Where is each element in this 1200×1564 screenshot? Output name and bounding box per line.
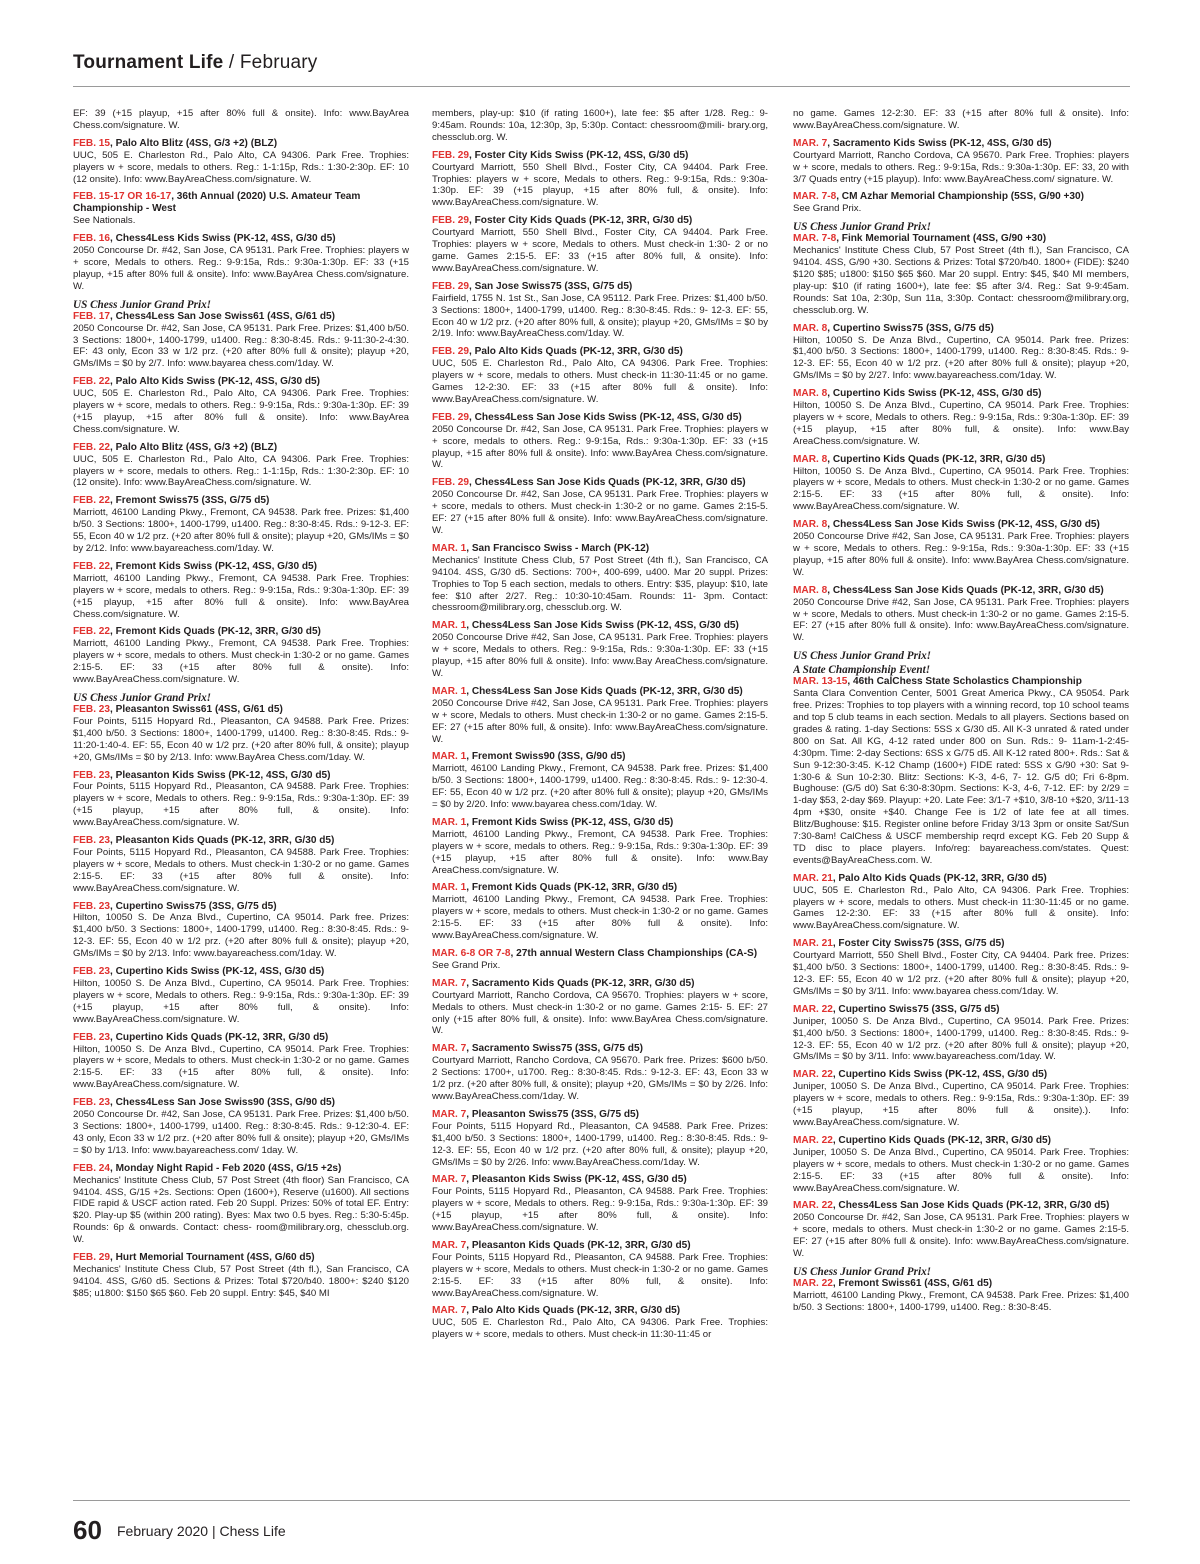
entry-heading: [793, 519, 1129, 531]
entry-date: FEB. 23: [73, 966, 111, 978]
entry-body: Santa Clara Convention Center, 5001 Great America Pkwy., CA 95054. Park free. Prizes: Trophies to top players with a winning record, top 10 school teams and top 5 club teams in each section. Medals to all players. Sections based on grades & rating. 1-day Sections: 5SS x G/30 d5. All K-3 unrated & rated under 800 on Sat. All KG, 4-12 rated under 800 on Sun. Rds.: 9- 11am-1-2:45-4:30pm. Time: 2-day Sections: 6SS x G/75 d5. All K-12 rated 800+. Rds.: Sat & Sun 9-12:30-3:45. K-12 Champ (1600+) FIDE rated: 5SS x G/90 +30: Sat 9-1:30-6 & Sun 10-2:30. Blitz: Sections: K-3, 4-6, 7- 12. G/5 d0; Fri 6-8pm. Bughouse: (G/5 d0) Sat 6:30-8:30pm. Sections: K-3, 4-6, 7-12. EF: by 2/29 = 1-day $53, 2-day $69. Playup: +20. Late Fee: 3/1-7 +$10, 3/8-10 +$20, 3/11-13 4pm +$30, onsite +$40. Change Fee is 1/2 of late fee at all times. Blitz/Bughouse: $15. Register online before Friday 3/13 3pm or onsite Sat/Sun 7:30-8am! CalChess & USCF membership reqrd except KG. Feb 20 Supp & TD disc to place players. Info/reg: bayareachess.com/states. Quest: events@BayAreaChess.com. W.: [793, 688, 1129, 866]
entry-title: , Fremont Kids Swiss (PK-12, 4SS, G/30 d5): [466, 816, 674, 828]
entry-body: 2050 Concourse Drive #42, San Jose, CA 95131. Park Free. Trophies: players w + score, Medals to others. Must check-in 1:30-2 or no game. Games 2:15-5. EF: 27 (+15 after 80% full & onsite). Info: www.BayAreaChess.com/signature. W.: [793, 596, 1129, 644]
tournament-entry: [793, 233, 1129, 316]
entry-title: , Cupertino Swiss75 (3SS, G/75 d5): [827, 322, 994, 334]
entry-body: Marriott, 46100 Landing Pkwy., Fremont, CA 94538. Park Free. Trophies: players w + score, medals to others. Reg.: 9-9:15a, Rds.: 9:30a-1:30p. EF: 39 (+15 playup, +15 after 80% full & onsite). Info: www.Bay AreaChess.com/signature. W.: [432, 828, 768, 876]
tournament-entry: [432, 686, 768, 746]
entry-title: , Cupertino Kids Swiss (PK-12, 4SS, G/30 d5): [832, 1069, 1048, 1081]
tournament-entry: [73, 966, 409, 1026]
entry-title: , Foster City Swiss75 (3SS, G/75 d5): [832, 938, 1005, 950]
entry-date: MAR. 8: [793, 322, 828, 334]
entry-date: MAR. 8: [793, 388, 828, 400]
tournament-entry: [432, 978, 768, 1038]
entry-date: MAR. 7: [432, 1043, 467, 1055]
entry-body: Four Points, 5115 Hopyard Rd., Pleasanton, CA 94588. Park Free. Trophies: players w + score, Medals to others. Must check-in 1:30-2 or no game. Games 2:15-5. EF: 33 (+15 after 80% full & onsite). Info: www.BayAreaChess.com/signature. W.: [73, 846, 409, 894]
entry-title: , Fremont Swiss75 (3SS, G/75 d5): [110, 495, 270, 507]
entry-body: Juniper, 10050 S. De Anza Blvd., Cupertino, CA 95014. Park Free. Trophies: players w + score, medals to others. Reg.: 9-9:15a, Rds.: 9:30a-1:30p. EF: 39 (+15 playup, +15 after 80% full & onsite).). Info: www.BayAreaChess.com/signature. W.: [793, 1081, 1129, 1128]
entry-heading: [73, 376, 409, 388]
entry-title: , Pleasanton Kids Quads (PK-12, 3RR, G/30 d5): [466, 1239, 691, 1251]
entry-date: MAR. 8: [793, 453, 828, 465]
tournament-entry: [793, 1069, 1129, 1129]
tournament-entry: [793, 1200, 1129, 1260]
entry-body: Hilton, 10050 S. De Anza Blvd., Cupertino, CA 95014. Park Free. Trophies: players w + score, Medals to others. Must check-in 1:30-2 or no game. Games 2:15-5. EF: 33 (+15 after 80% full, & onsite). Info: www.BayAreaChess.com/signature. W.: [793, 465, 1129, 513]
tournament-entry: [793, 519, 1129, 579]
entry-title: , Chess4Less San Jose Kids Swiss (PK-12, 4SS, G/30 d5): [827, 519, 1100, 531]
entry-body: See Grand Prix.: [793, 203, 862, 215]
entry-date: MAR. 7-8: [793, 191, 837, 203]
entry-body: UUC, 505 E. Charleston Rd., Palo Alto, CA 94306. Park Free. Trophies: players w + score, medals to others. Must check-in 11:30-11:45 or: [432, 1317, 768, 1341]
page-footer: [73, 1500, 1130, 1561]
entry-title: , Sacramento Kids Quads (PK-12, 3RR, G/30 d5): [466, 977, 695, 989]
entry-title: , Pleasanton Kids Swiss (PK-12, 4SS, G/30 d5): [466, 1174, 687, 1186]
entry-date: FEB. 22: [73, 560, 111, 572]
entry-body: 2050 Concourse Dr. #42, San Jose, CA 95131. Park Free. Trophies: players w + score, medals to others. Reg.: 9-9:15a, Rds.: 9:30a-1:30p. EF: 33 (+15 playup, +15 after 80% full & onsite). Info: www.BayArea Chess.com/signature. W.: [432, 423, 768, 471]
entry-heading: [432, 346, 768, 358]
tournament-entry: [73, 1163, 409, 1246]
entry-date: FEB. 23: [73, 1031, 111, 1043]
entry-date: FEB. 22: [73, 441, 111, 453]
entry-date: MAR. 7: [432, 1305, 467, 1317]
entry-title: , Monday Night Rapid - Feb 2020 (4SS, G/15 +2s): [110, 1162, 342, 1174]
tournament-entry: [73, 495, 409, 555]
entry-body: EF: 39 (+15 playup, +15 after 80% full & onsite). Info: www.BayArea Chess.com/signature. W.: [73, 108, 409, 131]
entry-body: 2050 Concourse Drive #42, San Jose, CA 95131. Park Free. Trophies: players w + score, Medals to others. Must check-in 1:30-2 or no game. Games 2:15-5. EF: 27 (+15 after 80% full, & onsite). Info: www.BayAreaChess.com/signature. W.: [432, 697, 768, 745]
entry-title: , Chess4Less San Jose Kids Swiss (PK-12, 4SS, G/30 d5): [469, 411, 742, 423]
entry-heading: [73, 835, 409, 847]
entry-body: Marriott, 46100 Landing Pkwy., Fremont, CA 94538. Park Free. Prizes: $1,400 b/50. 3 Sections: 1800+, 1400-1799, u1400. Reg.: 8:30-8:45.: [793, 1289, 1129, 1313]
entry-date: MAR. 22: [793, 1200, 833, 1212]
tournament-entry: [793, 585, 1129, 645]
tournament-entry: [793, 388, 1129, 448]
entry-date: MAR. 7-8: [793, 233, 837, 245]
tournament-entry: [73, 770, 409, 830]
entry-title: , Palo Alto Kids Quads (PK-12, 3RR, G/30 d5): [469, 346, 683, 358]
entry-heading: [73, 1163, 409, 1175]
entry-title: , Chess4Less Kids Swiss (PK-12, 4SS, G/30 d5): [110, 233, 336, 245]
entry-body: Mechanics' Institute Chess Club, 57 Post Street (4th fl.), San Francisco, CA 94104. 4SS, G/30 d5. Sections: 700+, 400-699, u400. Mar 20 suppl. Prizes: Trophies to Top 5 each section, medals to others. Entry: $35, playup: $10, late fee: $10 after 2/27. Reg.: 10:30-10:45am. Rounds: 11- 3pm. Contact: chessroom@milibrary.org, chessclub.org. W.: [432, 554, 768, 614]
entry-heading: [432, 817, 768, 829]
tournament-entry: [73, 1032, 409, 1092]
entry-heading: [73, 233, 409, 245]
entry-heading: [73, 770, 409, 782]
entry-title: , Palo Alto Blitz (4SS, G/3 +2) (BLZ): [110, 441, 278, 453]
entry-title: , Pleasanton Swiss61 (4SS, G/61 d5): [110, 703, 283, 715]
entry-body: Marriott, 46100 Landing Pkwy., Fremont, CA 94538. Park free. Prizes: $1,400 b/50. 3 Sections: 1800+, 1400-1799, u1400. Reg.: 8:30-8:45. Rds.: 9-12-3. EF: 55, Econ 40 w 1/2 prz. (+20 after 80% full & onsite); playup +20, GMs/IMs = $0 by 2/12. Info: www.bayareachess.com/1day. W.: [73, 507, 409, 554]
tournament-entry: [793, 108, 1129, 132]
grand-prix-label: US Chess Junior Grand Prix!: [793, 221, 932, 234]
entry-heading: [793, 938, 1129, 950]
entry-title: , Chess4Less San Jose Swiss90 (3SS, G/90 d5): [110, 1097, 336, 1109]
tournament-entry: [432, 948, 768, 972]
entry-heading: [432, 543, 768, 555]
entry-title: , Cupertino Kids Quads (PK-12, 3RR, G/30 d5): [110, 1031, 329, 1043]
tournament-entry: [73, 376, 409, 436]
tournament-entry: [793, 454, 1129, 514]
entry-heading: [793, 1069, 1129, 1081]
entry-date: FEB. 29: [432, 477, 470, 489]
entry-title: , Palo Alto Kids Quads (PK-12, 3RR, G/30 d5): [832, 872, 1047, 884]
entry-body: Marriott, 46100 Landing Pkwy., Fremont, CA 94538. Park free. Prizes: $1,400 b/50. 3 Sections: 1800+, 1400-1799, u1400. Reg.: 8:30-8:45. Rds.: 9- 12:30-4. EF: 55, Econ 40 w 1/2 prz. (+20 after 80% full & onsite); playup +20, GMs/IMs = $0 by 2/20. Info: www.bayarea chess.com/1day. W.: [432, 763, 768, 811]
tournament-entry: [73, 233, 409, 293]
tournament-entry: [432, 215, 768, 275]
entry-date: MAR. 1: [432, 685, 467, 697]
column-1: [73, 108, 409, 1498]
entry-date: MAR. 1: [432, 816, 467, 828]
entry-body: Marriott, 46100 Landing Pkwy., Fremont, CA 94538. Park Free. Trophies: players w + score, medals to others. Must check-in 1:30-2 or no game. Games 2:15-5. EF: 33 (+15 after 80% full & onsite). Info: www.BayAreaChess.com/signature. W.: [73, 638, 409, 686]
entry-body: Four Points, 5115 Hopyard Rd., Pleasanton, CA 94588. Park Free. Trophies: players w + score, Medals to others. Reg.: 9-9:15a, Rds.: 9:30a-1:30p. EF: 39 (+15 playup, +15 after 80% full, & onsite). Info: www.BayAreaChess.com/signature. W.: [432, 1186, 768, 1234]
entry-title: , 36th Annual (2020) U.S. Amateur Team Championship - West: [73, 191, 361, 215]
entry-date: MAR. 1: [432, 751, 467, 763]
entry-title: , Fremont Kids Quads (PK-12, 3RR, G/30 d5): [110, 626, 321, 638]
entry-date: FEB. 16: [73, 233, 111, 245]
tournament-entry: [432, 1109, 768, 1169]
entry-title: , Chess4Less San Jose Swiss61 (4SS, G/61 d5): [110, 310, 336, 322]
entry-date: FEB. 22: [73, 376, 111, 388]
entry-date: MAR. 6-8 OR 7-8: [432, 948, 511, 959]
section-title-bold: Tournament Life: [73, 52, 224, 73]
entry-body: Courtyard Marriott, 550 Shell Blvd., Foster City, CA 94404. Park Free. Trophies: players w + score, Medals to others. Must check-in 1:30- 2 or no game. Games 2:15-5. EF: 33 (+15 after 80% full, & onsite). Info: www.BayAreaChess.com/signature. W.: [432, 227, 768, 274]
entry-body: 2050 Concourse Drive #42, San Jose, CA 95131. Park Free. Trophies: players w + score, Medals to others. Reg.: 9-9:15a, Rds.: 9:30a-1:30p. EF: 33 (+15 playup, +15 after 80% full & onsite). Info: www.BayArea Chess.com/signature. W.: [793, 531, 1129, 578]
entry-body: Courtyard Marriott, Rancho Cordova, CA 95670. Trophies: players w + score, Medals to others. Must check-in 1:30-2 or no game. Games 2:15- 5. EF: 27 only (+15 after 80% full, & onsite). Info: www.BayArea Chess.com/signature. W.: [432, 989, 768, 1037]
entry-heading: [432, 948, 768, 960]
entry-title: , Fink Memorial Tournament (4SS, G/90 +30): [836, 233, 1047, 245]
entry-heading: [432, 620, 768, 632]
entry-date: FEB. 22: [73, 626, 111, 638]
tournament-entry: [73, 901, 409, 961]
entry-title: , San Francisco Swiss - March (PK-12): [466, 542, 650, 554]
entry-title: , 27th annual Western Class Championships (CA-S): [510, 948, 758, 959]
tournament-entry: [73, 311, 409, 371]
entry-date: MAR. 1: [432, 620, 467, 632]
tournament-entry: [432, 1240, 768, 1300]
entry-body: Courtyard Marriott, Rancho Cordova, CA 95670. Park Free. Trophies: players w + score, medals to others. Reg.: 9-9:15a, Rds.: 9:30a-1:30p. EF: 33, 20 with 3/7 Quads entry (+15 playup). Info: www.BayAreaChess.com/ signature. W.: [793, 149, 1129, 185]
tournament-entry: [793, 1004, 1129, 1064]
entry-heading: [432, 882, 768, 894]
tournament-entry: [793, 873, 1129, 933]
grand-prix-label: US Chess Junior Grand Prix!: [793, 650, 932, 663]
entry-date: FEB. 23: [73, 703, 111, 715]
entry-date: MAR. 1: [432, 882, 467, 894]
entry-date: MAR. 7: [432, 1174, 467, 1186]
entry-heading: [793, 873, 1129, 885]
entry-heading: [432, 1305, 768, 1317]
entry-heading: [432, 978, 768, 990]
entry-body: Courtyard Marriott, 550 Shell Blvd., Foster City, CA 94404. Park free. Prizes: $1,400 b/50. 3 Sections: 1800+, 1400-1799, u1400. Reg.: 8:30-8:45. Rds.: 9-12-3. EF: 55, Econ 40 w 1/2 prz. (+20 after 80% full & onsite); playup +20, GMs/IMs = $0 by 3/11. Info: www.bayarea chess.com/1day. W.: [793, 950, 1129, 997]
tournament-entry: [793, 938, 1129, 998]
entry-heading: [73, 1252, 409, 1264]
entry-date: MAR. 22: [793, 1277, 833, 1289]
tournament-entry: [432, 150, 768, 210]
entry-date: MAR. 7: [432, 1239, 467, 1251]
tournament-entry: [73, 191, 409, 227]
entry-heading: [73, 966, 409, 978]
entry-title: , Palo Alto Kids Quads (PK-12, 3RR, G/30 d5): [466, 1305, 681, 1317]
entry-body: members, play-up: $10 (if rating 1600+), late fee: $5 after 1/28. Reg.: 9- 9:45am. Rounds: 10a, 12:30p, 3p, 5:30p. Contact: chessroom@mili- brary.org, chessclub.org. W.: [432, 108, 768, 143]
entry-heading: [793, 323, 1129, 335]
entry-title: , Fremont Swiss90 (3SS, G/90 d5): [466, 751, 626, 763]
entry-body: UUC, 505 E. Charleston Rd., Palo Alto, CA 94306. Park Free. Trophies: players w + score, medals to others. Reg.: 1-1:15p, Rds.: 1:30-2:30p. EF: 10 (12 onsite). Info: www.BayAreaChess.com/signature. W.: [73, 149, 409, 185]
entry-title: , San Jose Swiss75 (3SS, G/75 d5): [469, 280, 633, 292]
entry-heading: [432, 686, 768, 698]
entry-title: , Chess4Less San Jose Kids Quads (PK-12, 3RR, G/30 d5): [832, 1200, 1110, 1212]
tournament-entry: [432, 108, 768, 144]
entry-heading: [793, 191, 1129, 203]
tournament-entry: [73, 108, 409, 132]
entry-date: FEB. 29: [73, 1252, 111, 1264]
entry-title: , Pleasanton Kids Quads (PK-12, 3RR, G/30 d5): [110, 835, 335, 847]
entry-date: FEB. 23: [73, 769, 111, 781]
entry-date: FEB. 15-17 OR 16-17: [73, 191, 172, 203]
entry-heading: [73, 138, 409, 150]
tournament-entry: [432, 817, 768, 877]
tournament-entry: [432, 1043, 768, 1103]
entry-body: Hilton, 10050 S. De Anza Blvd., Cupertino, CA 95014. Park free. Prizes: $1,400 b/50. 3 Sections: 1800+, 1400-1799, u1400. Reg.: 8:30-8:45. Rds.: 9-12-3. EF: 55, Econ 40 w 1/2 prz. (+20 after 80% full & onsite); playup +20, GMs/IMs = $0 by 2/27. Info: www.bayareachess.com/1day. W.: [793, 334, 1129, 382]
entry-body: UUC, 505 E. Charleston Rd., Palo Alto, CA 94306. Park Free. Trophies: players w + score, medals to others. Must check-in 11:30-11:45 or no game. Games 12-2:30. EF: 33 (+15 after 80% full & onsite). Info: www.BayAreaChess.com/signature. W.: [793, 884, 1129, 932]
entry-heading: [793, 1200, 1129, 1212]
issue-label: February 2020 | Chess Life: [117, 1523, 286, 1539]
entry-body: Four Points, 5115 Hopyard Rd., Pleasanton, CA 94588. Park Free. Prizes: $1,400 b/50. 3 Sections: 1800+, 1400-1799, u1400. Reg.: 8:30-8:45. Rds.: 9-11:20-1:40-4. EF: 55, Econ 40 w 1/2 prz. (+20 after 80% full, & onsite); playup +20, GMs/IMs = $0 by 2/13. Info: www.BayArea Chess.com/1day. W.: [73, 715, 409, 763]
entry-body: 2050 Concourse Drive #42, San Jose, CA 95131. Park Free. Trophies: players w + score, Medals to others. Reg.: 9-9:15a, Rds.: 9:30a-1:30p. EF: 33 (+15 playup, +15 after 80% full & onsite). Info: www.Bay AreaChess.com/signature. W.: [432, 632, 768, 679]
entry-heading: [432, 1043, 768, 1055]
tournament-entry: [793, 676, 1129, 867]
entry-heading: [73, 191, 409, 215]
entry-heading: [432, 751, 768, 763]
entry-body: Hilton, 10050 S. De Anza Blvd., Cupertino, CA 95014. Park Free. Trophies: players w + score, Medals to others. Reg.: 9-9:15a, Rds.: 9:30a-1:30p. EF: 39 (+15 playup, +15 after 80% full, & onsite). Info: www.BayAreaChess.com/signature. W.: [73, 978, 409, 1025]
entry-body: 2050 Concourse Dr. #42, San Jose, CA 95131. Park Free. Trophies: players w + score, medals to others. Must check-in 1:30-2 or no game. Games 2:15-5. EF: 27 (+15 after 80% full & onsite). Info: www.BayAreaChess.com/signature. W.: [432, 489, 768, 536]
entry-date: MAR. 8: [793, 584, 828, 596]
entry-date: MAR. 22: [793, 1069, 833, 1081]
tournament-entry: [73, 626, 409, 686]
entry-heading: [793, 388, 1129, 400]
entry-title: , Fremont Kids Quads (PK-12, 3RR, G/30 d5): [466, 882, 678, 894]
entry-body: Hilton, 10050 S. De Anza Blvd., Cupertino, CA 95014. Park Free. Trophies: players w + score, Medals to others. Must check-in 1:30-2 or no game. Games 2:15-5. EF: 33 (+15 after 80% full, & onsite). Info: www.BayAreaChess.com/signature. W.: [73, 1043, 409, 1091]
entry-body: Courtyard Marriott, Rancho Cordova, CA 95670. Park free. Prizes: $600 b/50. 2 Sections: 1700+, u1700. Reg.: 8:30-8:45. Rds.: 9-12-3. EF: 43, Econ 33 w 1/2 prz. (+20 after 80% full, & onsite); playup +20, GMs/IMs = $0 by 2/26. Info: www.BayAreaChess.com/1day. W.: [432, 1055, 768, 1102]
entry-title: , Cupertino Kids Swiss (PK-12, 4SS, G/30 d5): [827, 388, 1042, 400]
entry-heading: [432, 1109, 768, 1121]
entry-date: FEB. 29: [432, 215, 470, 227]
page-header: [73, 52, 1130, 87]
entry-title: , Cupertino Kids Quads (PK-12, 3RR, G/30 d5): [827, 453, 1046, 465]
entry-date: FEB. 23: [73, 1097, 111, 1109]
entry-title: , Cupertino Kids Swiss (PK-12, 4SS, G/30 d5): [110, 966, 325, 978]
entry-date: FEB. 29: [432, 346, 470, 358]
entry-body: Mechanics' Institute Chess Club, 57 Post Street (4th floor) San Francisco, CA 94104. 4SS, G/15 +2s. Sections: Open (1600+), Reserve (u1600). All sections FIDE rapid & USCF action rated. Feb 20 Suppl. Prizes: 50% of total EF. Entry: $20. Play-up $5 (within 200 rating). Byes: Max two 0.5 byes. Reg.: 5:30-5:45p. Rounds: 6p & onwards. Contact: chess- room@milibrary.org, chessclub.org. W.: [73, 1174, 409, 1246]
entry-heading: [432, 1240, 768, 1252]
tournament-entry: [73, 138, 409, 186]
entry-title: , Cupertino Swiss75 (3SS, G/75 d5): [832, 1003, 1000, 1015]
entry-heading: [793, 676, 1129, 688]
entry-title: , Chess4Less San Jose Kids Quads (PK-12, 3RR, G/30 d5): [466, 685, 743, 697]
entry-title: , CM Azhar Memorial Championship (5SS, G/90 +30): [836, 191, 1085, 203]
entry-date: MAR. 13-15: [793, 676, 848, 688]
tournament-entry: [793, 138, 1129, 186]
entry-body: Four Points, 5115 Hopyard Rd., Pleasanton, CA 94588. Park Free. Prizes: $1,400 b/50. 3 Sections: 1800+, 1400-1799, u1400. Reg.: 8:30-8:45. Rds.: 9-12-3. EF: 55, Econ 40 w 1/2 prz. (+20 after 80% full, & onsite); playup +20, GMs/IMs = $0 by 2/26. Info: www.BayAreaChess.com/1day. W.: [432, 1120, 768, 1168]
entry-date: MAR. 22: [793, 1003, 833, 1015]
grand-prix-label: US Chess Junior Grand Prix!: [73, 298, 212, 311]
entry-heading: [73, 1097, 409, 1109]
entry-date: MAR. 21: [793, 938, 833, 950]
entry-date: MAR. 7: [793, 137, 828, 149]
entry-body: Hilton, 10050 S. De Anza Blvd., Cupertino, CA 95014. Park Free. Trophies: players w + score, Medals to others. Reg.: 9-9:15a, Rds.: 9:30a-1:30p. EF: 39 (+15 playup, +15 after 80% full, & onsite). Info: www.Bay AreaChess.com/signature. W.: [793, 400, 1129, 447]
entry-title: , 46th CalChess State Scholastics Championship: [847, 676, 1082, 688]
section-separator: /: [223, 52, 240, 73]
entry-body: Fairfield, 1755 N. 1st St., San Jose, CA 95112. Park Free. Prizes: $1,400 b/50. 3 Sections: 1800+, 1400-1799, u1400. Reg.: 8:30-8:45. Rds.: 9- 12-3. EF: 55, Econ 40 w 1/2 prz. (+20 after 80% full, & onsite); playup +20, GMs/IMs = $0 by 2/19. Info: www.BayAreaChess.com/1day. W.: [432, 292, 768, 340]
entry-title: , Hurt Memorial Tournament (4SS, G/60 d5): [110, 1252, 315, 1264]
entry-heading: [793, 138, 1129, 150]
entry-heading: [793, 1004, 1129, 1016]
entry-title: , Foster City Kids Quads (PK-12, 3RR, G/30 d5): [469, 215, 693, 227]
entry-heading: [793, 1135, 1129, 1147]
entry-heading: [432, 477, 768, 489]
entry-title: , Fremont Swiss61 (4SS, G/61 d5): [832, 1277, 993, 1289]
section-title: [73, 52, 1130, 74]
entry-heading: [73, 311, 409, 323]
entry-heading: [73, 495, 409, 507]
entry-heading: [793, 233, 1129, 245]
tournament-entry: [432, 620, 768, 680]
entry-title: , Sacramento Kids Swiss (PK-12, 4SS, G/30 d5): [827, 137, 1052, 149]
tournament-entry: [73, 835, 409, 895]
section-month: February: [239, 52, 318, 73]
entry-body: 2050 Concourse Dr. #42, San Jose, CA 95131. Park Free. Prizes: $1,400 b/50. 3 Sections: 1800+, 1400-1799, u1400. Reg.: 8:30-8:45. Rds.: 9-11:30-2-4:30. EF: 43 only, Econ 33 w 1/2 prz. (+20 after 80% full & onsite); playup +20, GMs/IMs = $0 by 2/7. Info: www.bayarea chess.com/1day. W.: [73, 322, 409, 370]
entry-heading: [432, 1174, 768, 1186]
entry-date: FEB. 29: [432, 280, 470, 292]
tournament-entry: [432, 751, 768, 811]
entry-title: , Cupertino Swiss75 (3SS, G/75 d5): [110, 900, 277, 912]
entry-body: UUC, 505 E. Charleston Rd., Palo Alto, CA 94306. Park Free. Trophies: players w + score, medals to others. Reg.: 1-1:15p, Rds.: 1:30-2:30p. EF: 10 (12 onsite). Info: www.BayAreaChess.com/signature. W.: [73, 453, 409, 489]
grand-prix-label: US Chess Junior Grand Prix!: [73, 691, 212, 704]
entry-body: Juniper, 10050 S. De Anza Blvd., Cupertino, CA 95014. Park Free. Prizes: $1,400 b/50. 3 Sections: 1800+, 1400-1799, u1400. Reg.: 8:30-8:45. Rds.: 9-12-3. EF: 55, Econ 40 w 1/2 prz. (+20 after 80% full & onsite); playup +20, GMs/IMs = $0 by 3/11. Info: www.bayareachess.com/1day. W.: [793, 1015, 1129, 1063]
entry-title: , Pleasanton Kids Swiss (PK-12, 4SS, G/30 d5): [110, 769, 331, 781]
grand-prix-label: US Chess Junior Grand Prix!: [793, 1265, 932, 1278]
entry-heading: [73, 626, 409, 638]
entry-title: , Palo Alto Blitz (4SS, G/3 +2) (BLZ): [110, 137, 278, 149]
entry-body: Juniper, 10050 S. De Anza Blvd., Cupertino, CA 95014. Park Free. Trophies: players w + score, medals to others. Must check-in 1:30-2 or no game. Games 2:15-5. EF: 33 (+15 after 80% full & onsite). Info: www.BayAreaChess.com/signature. W.: [793, 1146, 1129, 1194]
column-2: [432, 108, 768, 1498]
entry-body: Mechanics' Institute Chess Club, 57 Post Street (4th fl.), San Francisco, CA 94104. 4SS, G/60 d5. Sections & Prizes: Total $720/b40. 1800+: $240 $120 $85; u1800: $150 $65 $60. Feb 20 suppl. Entry: $45, $40 MI: [73, 1263, 409, 1299]
entry-date: FEB. 23: [73, 900, 111, 912]
entry-date: FEB. 29: [432, 411, 470, 423]
entry-date: MAR. 7: [432, 977, 467, 989]
entry-body: Mechanics' Institute Chess Club, 57 Post Street (4th fl.), San Francisco, CA 94104. 4SS, G/90 +30. Sections & Prizes: Total $720/b40. 1800+ (FIDE): $240 $120 $85; u1800: $150 $65 $60. Mar 20 suppl. Entry: $45, $40 MI members, play-up: $10 (if rating 1600+), late fee: $5 after 3/4. Reg.: Sat 9-9:45am. Rounds: Sat 10a, 2:30p, Sun 11a, 3:30p. Contact: chessroom@milibrary.org, chessclub.org. W.: [793, 245, 1129, 316]
entry-body: Courtyard Marriott, 550 Shell Blvd., Foster City, CA 94404. Park Free. Trophies: players w + score, Medals to others. Reg.: 9-9:15a, Rds.: 9:30a-1:30p. EF: 39 (+15 playup, +15 after 80% full, & onsite). Info: www.BayAreaChess.com/signature. W.: [432, 161, 768, 209]
column-3: [793, 108, 1129, 1498]
entry-heading: [432, 281, 768, 293]
entry-heading: [73, 901, 409, 913]
entry-body: UUC, 505 E. Charleston Rd., Palo Alto, CA 94306. Park Free. Trophies: players w + score, medals to others. Reg.: 9-9:15a, Rds.: 9:30a-1:30p. EF: 39 (+15 playup, +15 after 80% full & onsite). Info: www.BayArea Chess.com/signature. W.: [73, 388, 409, 435]
entry-date: MAR. 8: [793, 519, 828, 531]
tournament-entry: [432, 477, 768, 537]
entry-body: 2050 Concourse Dr. #42, San Jose, CA 95131. Park Free. Prizes: $1,400 b/50. 3 Sections: 1800+, 1400-1799, u1400. Reg.: 8:30-8:45. Rds.: 9-12:30-4. EF: 43 only, Econ 33 w 1/2 prz. (+20 after 80% full & onsite); playup +20, GMs/IMs = $0 by 1/13. Info: www.bayareachess.com/ 1day. W.: [73, 1109, 409, 1156]
entry-heading: [793, 1278, 1129, 1290]
entry-heading: [432, 215, 768, 227]
tournament-entry: [432, 543, 768, 614]
tournament-entry: [73, 1252, 409, 1300]
entry-date: FEB. 23: [73, 835, 111, 847]
entry-title: , Chess4Less San Jose Kids Quads (PK-12, 3RR, G/30 d5): [827, 584, 1104, 596]
entry-body: UUC, 505 E. Charleston Rd., Palo Alto, CA 94306. Park Free. Trophies: players w + score, medals to others. Must check-in 11:30-11:45 or no game. Games 12-2:30. EF: 33 (+15 after 80% full & onsite). Info: www.BayAreaChess.com/signature. W.: [432, 358, 768, 405]
tournament-entry: [432, 281, 768, 341]
entry-heading: [73, 561, 409, 573]
championship-label: A State Championship Event!: [793, 664, 931, 677]
tournament-entry: [793, 191, 1129, 215]
entry-body: Marriott, 46100 Landing Pkwy., Fremont, CA 94538. Park Free. Trophies: players w + score, medals to others. Reg.: 9-9:15a, Rds.: 9:30a-1:30p. EF: 39 (+15 playup, +15 after 80% full & onsite). Info: www.BayArea Chess.com/signature. W.: [73, 572, 409, 620]
entry-date: FEB. 29: [432, 149, 470, 161]
entry-title: , Cupertino Kids Quads (PK-12, 3RR, G/30 d5): [832, 1134, 1052, 1146]
entry-date: FEB. 15: [73, 137, 111, 149]
tournament-entry: [73, 561, 409, 621]
tournament-entry: [73, 1097, 409, 1157]
entry-body: Marriott, 46100 Landing Pkwy., Fremont, CA 94538. Park Free. Trophies: players w + score, medals to others. Must check-in 1:30-2 or no game. Games 2:15-5. EF: 33 (+15 after 80% full & onsite). Info: www.BayAreaChess.com/signature. W.: [432, 894, 768, 942]
entry-title: , Chess4Less San Jose Kids Quads (PK-12, 3RR, G/30 d5): [469, 477, 746, 489]
entry-title: , Palo Alto Kids Swiss (PK-12, 4SS, G/30 d5): [110, 376, 321, 388]
entry-title: , Sacramento Swiss75 (3SS, G/75 d5): [466, 1043, 643, 1055]
tournament-entry: [432, 882, 768, 942]
entry-heading: [432, 150, 768, 162]
entry-heading: [793, 585, 1129, 597]
entry-date: FEB. 22: [73, 495, 111, 507]
entry-title: , Chess4Less San Jose Kids Swiss (PK-12, 4SS, G/30 d5): [466, 620, 739, 632]
tournament-entry: [73, 442, 409, 490]
entry-date: MAR. 1: [432, 542, 467, 554]
entry-date: MAR. 7: [432, 1108, 467, 1120]
entry-date: MAR. 21: [793, 872, 833, 884]
entry-heading: [73, 1032, 409, 1044]
tournament-entry: [793, 1135, 1129, 1195]
entry-title: , Foster City Kids Swiss (PK-12, 4SS, G/30 d5): [469, 149, 689, 161]
entry-body: See Grand Prix.: [432, 959, 501, 971]
page-number: 60: [73, 1515, 102, 1545]
tournament-entry: [432, 412, 768, 472]
tournament-entry: [432, 1305, 768, 1341]
listing-columns: [73, 108, 1130, 1498]
tournament-entry: [432, 346, 768, 406]
entry-title: , Pleasanton Swiss75 (3SS, G/75 d5): [466, 1108, 640, 1120]
entry-body: 2050 Concourse Dr. #42, San Jose, CA 95131. Park Free. Trophies: players w + score, Medals to others. Reg.: 9-9:15a, Rds.: 9:30a-1:30p. EF: 33 (+15 playup, +15 after 80% full & onsite). Info: www.BayArea Chess.com/signature. W.: [73, 245, 409, 292]
entry-date: FEB. 17: [73, 310, 111, 322]
entry-heading: [432, 412, 768, 424]
entry-body: 2050 Concourse Dr. #42, San Jose, CA 95131. Park Free. Trophies: players w + score, medals to others. Must check-in 1:30-2 or no game. Games 2:15-5. EF: 27 (+15 after 80% full & onsite). Info: www.BayAreaChess.com/signature. W.: [793, 1212, 1129, 1260]
entry-body: Four Points, 5115 Hopyard Rd., Pleasanton, CA 94588. Park Free. Trophies: players w + score, Medals to others. Reg.: 9-9:15a, Rds.: 9:30a-1:30p. EF: 39 (+15 playup, +15 after 80% full, & onsite). Info: www.BayAreaChess.com/signature. W.: [73, 781, 409, 829]
entry-heading: [793, 454, 1129, 466]
entry-heading: [73, 442, 409, 454]
entry-date: FEB. 24: [73, 1162, 111, 1174]
entry-title: , Fremont Kids Swiss (PK-12, 4SS, G/30 d5): [110, 560, 318, 572]
tournament-entry: [793, 1278, 1129, 1314]
tournament-entry: [793, 323, 1129, 383]
entry-body: See Nationals.: [73, 215, 136, 227]
tournament-entry: [432, 1174, 768, 1234]
entry-heading: [73, 704, 409, 716]
entry-body: Four Points, 5115 Hopyard Rd., Pleasanton, CA 94588. Park Free. Trophies: players w + score, Medals to others. Must check-in 1:30-2 or no game. Games 2:15-5. EF: 33 (+15 after 80% full, & onsite). Info: www.BayAreaChess.com/signature. W.: [432, 1251, 768, 1299]
entry-date: MAR. 22: [793, 1134, 833, 1146]
tournament-entry: [73, 704, 409, 764]
entry-body: Hilton, 10050 S. De Anza Blvd., Cupertino, CA 95014. Park free. Prizes: $1,400 b/50. 3 Sections: 1800+, 1400-1799, u1400. Reg.: 8:30-8:45. Rds.: 9-12-3. EF: 55, Econ 40 w 1/2 prz. (+20 after 80% full & onsite); playup +20, GMs/IMs = $0 by 2/13. Info: www.bayareachess.com/1day. W.: [73, 912, 409, 960]
entry-body: no game. Games 12-2:30. EF: 33 (+15 after 80% full & onsite). Info: www.BayAreaChess.com/signature. W.: [793, 108, 1129, 131]
